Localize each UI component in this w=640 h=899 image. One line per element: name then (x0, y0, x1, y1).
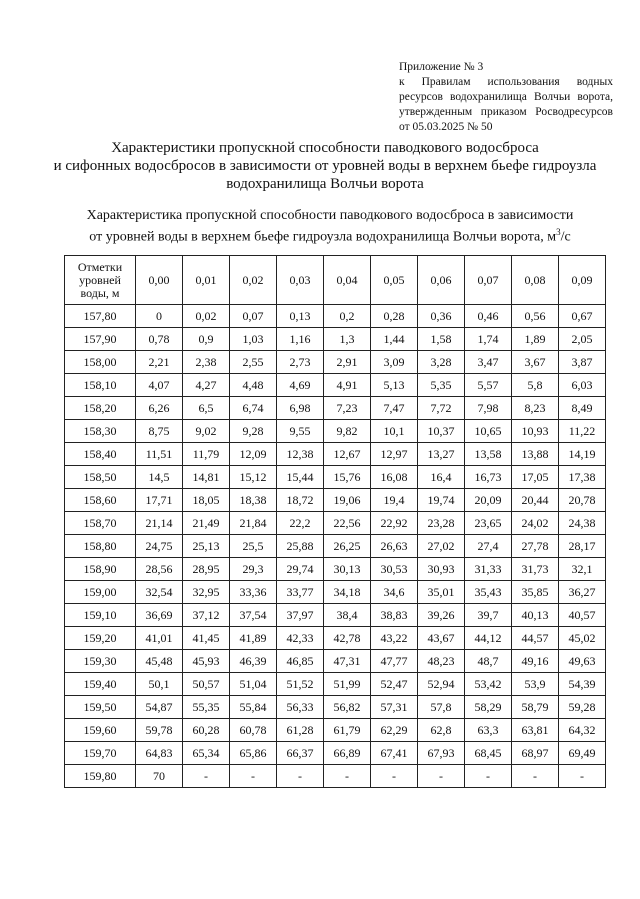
table-row (65, 765, 606, 788)
discharge-cell: 20,78 (559, 489, 606, 512)
discharge-cell: 23,28 (418, 512, 465, 535)
discharge-cell: 26,63 (371, 535, 418, 558)
level-cell: 158,00 (65, 351, 136, 374)
title-line-1: Характеристики пропускной способности паводкового водосброса (111, 140, 539, 156)
discharge-cell: 2,55 (230, 351, 277, 374)
discharge-cell: 46,85 (277, 650, 324, 673)
table-row (65, 604, 606, 627)
discharge-cell: 54,87 (136, 696, 183, 719)
column-header: 0,04 (324, 256, 371, 305)
discharge-cell: 41,01 (136, 627, 183, 650)
discharge-cell: 1,44 (371, 328, 418, 351)
discharge-cell: 1,16 (277, 328, 324, 351)
discharge-cell: 34,18 (324, 581, 371, 604)
level-cell: 158,50 (65, 466, 136, 489)
discharge-cell: 4,69 (277, 374, 324, 397)
header-level-label (65, 256, 136, 305)
discharge-cell: 1,58 (418, 328, 465, 351)
level-cell: 158,80 (65, 535, 136, 558)
discharge-cell: 67,41 (371, 742, 418, 765)
level-cell: 159,60 (65, 719, 136, 742)
discharge-cell: 36,27 (559, 581, 606, 604)
table-row (65, 351, 606, 374)
discharge-cell: 35,85 (512, 581, 559, 604)
discharge-cell: 0,02 (183, 305, 230, 328)
discharge-cell: 14,19 (559, 443, 606, 466)
discharge-cell: 47,31 (324, 650, 371, 673)
discharge-cell: 40,13 (512, 604, 559, 627)
discharge-cell: 0,46 (465, 305, 512, 328)
discharge-cell: 10,93 (512, 420, 559, 443)
discharge-cell: 18,05 (183, 489, 230, 512)
discharge-cell: 38,83 (371, 604, 418, 627)
discharge-cell: 41,89 (230, 627, 277, 650)
discharge-cell: 65,34 (183, 742, 230, 765)
level-cell: 158,30 (65, 420, 136, 443)
discharge-cell: 15,44 (277, 466, 324, 489)
table-row (65, 443, 606, 466)
discharge-cell: 8,49 (559, 397, 606, 420)
discharge-cell: 47,77 (371, 650, 418, 673)
discharge-cell: 18,72 (277, 489, 324, 512)
discharge-cell: 13,58 (465, 443, 512, 466)
annex-line-2: к Правилам использования водных (399, 76, 613, 88)
discharge-cell: - (465, 765, 512, 788)
column-header: 0,09 (559, 256, 606, 305)
discharge-cell: 62,8 (418, 719, 465, 742)
discharge-cell: 7,98 (465, 397, 512, 420)
discharge-cell: 62,29 (371, 719, 418, 742)
column-header: 0,05 (371, 256, 418, 305)
discharge-cell: 4,91 (324, 374, 371, 397)
discharge-cell: 40,57 (559, 604, 606, 627)
discharge-cell: 48,7 (465, 650, 512, 673)
discharge-cell: - (324, 765, 371, 788)
table-row (65, 650, 606, 673)
discharge-cell: 19,74 (418, 489, 465, 512)
discharge-cell: 45,93 (183, 650, 230, 673)
discharge-cell: 27,02 (418, 535, 465, 558)
discharge-cell: 29,74 (277, 558, 324, 581)
level-cell: 158,20 (65, 397, 136, 420)
table-row (65, 581, 606, 604)
table-body (65, 305, 606, 788)
discharge-cell: 36,69 (136, 604, 183, 627)
discharge-cell: 43,22 (371, 627, 418, 650)
discharge-cell: 64,32 (559, 719, 606, 742)
discharge-cell: 66,37 (277, 742, 324, 765)
table-row (65, 489, 606, 512)
discharge-cell: 11,51 (136, 443, 183, 466)
discharge-cell: 29,3 (230, 558, 277, 581)
discharge-cell: 9,28 (230, 420, 277, 443)
discharge-cell: 1,74 (465, 328, 512, 351)
discharge-cell: 39,26 (418, 604, 465, 627)
discharge-cell: 24,02 (512, 512, 559, 535)
discharge-cell: 22,56 (324, 512, 371, 535)
discharge-cell: 44,57 (512, 627, 559, 650)
annex-line-3: ресурсов водохранилища Волчьи ворота, (399, 91, 613, 103)
discharge-cell: 52,94 (418, 673, 465, 696)
discharge-cell: 32,95 (183, 581, 230, 604)
annex-line-4: утвержденным приказом Росводресурсов (399, 106, 613, 118)
discharge-cell: 7,23 (324, 397, 371, 420)
discharge-cell: 46,39 (230, 650, 277, 673)
discharge-cell: 51,04 (230, 673, 277, 696)
discharge-cell: 3,87 (559, 351, 606, 374)
table-row (65, 627, 606, 650)
annex-line-1: Приложение № 3 (399, 61, 484, 73)
discharge-cell: 31,73 (512, 558, 559, 581)
discharge-cell: 25,5 (230, 535, 277, 558)
discharge-cell: 11,22 (559, 420, 606, 443)
discharge-cell: 28,56 (136, 558, 183, 581)
discharge-cell: 45,02 (559, 627, 606, 650)
discharge-cell: 30,53 (371, 558, 418, 581)
discharge-cell: - (512, 765, 559, 788)
discharge-cell: 53,9 (512, 673, 559, 696)
discharge-cell: 6,74 (230, 397, 277, 420)
column-header: 0,06 (418, 256, 465, 305)
table-row (65, 305, 606, 328)
level-cell: 158,10 (65, 374, 136, 397)
discharge-cell: 51,99 (324, 673, 371, 696)
discharge-cell: 49,16 (512, 650, 559, 673)
discharge-cell: 51,52 (277, 673, 324, 696)
discharge-cell: 28,17 (559, 535, 606, 558)
discharge-cell: 55,35 (183, 696, 230, 719)
table-row (65, 328, 606, 351)
discharge-cell: 14,5 (136, 466, 183, 489)
table-header-row (65, 256, 606, 305)
discharge-cell: 37,12 (183, 604, 230, 627)
annex-block (399, 60, 613, 135)
table-row (65, 512, 606, 535)
discharge-cell: 13,88 (512, 443, 559, 466)
discharge-cell: 38,4 (324, 604, 371, 627)
discharge-cell: 43,67 (418, 627, 465, 650)
discharge-cell: 59,28 (559, 696, 606, 719)
level-cell: 159,00 (65, 581, 136, 604)
discharge-cell: 56,33 (277, 696, 324, 719)
discharge-cell: - (371, 765, 418, 788)
discharge-cell: 57,31 (371, 696, 418, 719)
discharge-cell: 26,25 (324, 535, 371, 558)
discharge-cell: 6,98 (277, 397, 324, 420)
header-label-line-2: уровней (79, 272, 121, 287)
discharge-cell: 42,78 (324, 627, 371, 650)
discharge-cell: 6,26 (136, 397, 183, 420)
discharge-cell: 13,27 (418, 443, 465, 466)
discharge-cell: 1,89 (512, 328, 559, 351)
title-line-2: и сифонных водосбросов в зависимости от уровней воды в верхнем бьефе гидроузла (53, 158, 597, 174)
discharge-cell: 54,39 (559, 673, 606, 696)
discharge-cell: 39,7 (465, 604, 512, 627)
discharge-cell: 58,79 (512, 696, 559, 719)
discharge-cell: 15,12 (230, 466, 277, 489)
table-row (65, 742, 606, 765)
discharge-cell: 23,65 (465, 512, 512, 535)
discharge-cell: 20,09 (465, 489, 512, 512)
discharge-cell: 32,1 (559, 558, 606, 581)
discharge-cell: 35,43 (465, 581, 512, 604)
discharge-cell: 30,13 (324, 558, 371, 581)
discharge-cell: 27,4 (465, 535, 512, 558)
caption-unit-tail: /с (560, 229, 571, 245)
discharge-cell: 1,3 (324, 328, 371, 351)
level-cell: 159,10 (65, 604, 136, 627)
discharge-cell: 0,13 (277, 305, 324, 328)
discharge-table (64, 255, 606, 788)
discharge-cell: 16,08 (371, 466, 418, 489)
discharge-cell: 61,79 (324, 719, 371, 742)
level-cell: 159,20 (65, 627, 136, 650)
table-row (65, 374, 606, 397)
discharge-cell: 3,47 (465, 351, 512, 374)
discharge-cell: 11,79 (183, 443, 230, 466)
caption-line-1: Характеристика пропускной способности паводкового водосброса в зависимости (86, 208, 574, 223)
discharge-cell: 15,76 (324, 466, 371, 489)
discharge-cell: 50,57 (183, 673, 230, 696)
discharge-cell: 68,97 (512, 742, 559, 765)
discharge-cell: 63,3 (465, 719, 512, 742)
level-cell: 159,30 (65, 650, 136, 673)
discharge-cell: 2,05 (559, 328, 606, 351)
discharge-cell: 21,14 (136, 512, 183, 535)
discharge-cell: 49,63 (559, 650, 606, 673)
level-cell: 159,70 (65, 742, 136, 765)
column-header: 0,08 (512, 256, 559, 305)
level-cell: 159,50 (65, 696, 136, 719)
discharge-cell: 33,77 (277, 581, 324, 604)
discharge-cell: 45,48 (136, 650, 183, 673)
document-title (40, 139, 610, 193)
discharge-cell: 9,55 (277, 420, 324, 443)
discharge-cell: 7,47 (371, 397, 418, 420)
table-row (65, 420, 606, 443)
discharge-cell: 5,35 (418, 374, 465, 397)
discharge-cell: 0,78 (136, 328, 183, 351)
discharge-cell: 16,73 (465, 466, 512, 489)
discharge-cell: 30,93 (418, 558, 465, 581)
discharge-cell: 12,67 (324, 443, 371, 466)
header-label-line-1: Отметки (77, 259, 123, 274)
discharge-cell: 68,45 (465, 742, 512, 765)
discharge-cell: 41,45 (183, 627, 230, 650)
table-row (65, 535, 606, 558)
discharge-cell: 4,48 (230, 374, 277, 397)
table-row (65, 466, 606, 489)
level-cell: 159,80 (65, 765, 136, 788)
discharge-cell: 7,72 (418, 397, 465, 420)
discharge-cell: 2,38 (183, 351, 230, 374)
discharge-cell: 21,49 (183, 512, 230, 535)
discharge-cell: 8,23 (512, 397, 559, 420)
table-caption (60, 207, 600, 246)
level-cell: 158,40 (65, 443, 136, 466)
discharge-cell: 0,2 (324, 305, 371, 328)
discharge-cell: 0,67 (559, 305, 606, 328)
caption-unit-sup: 3 (556, 227, 561, 237)
discharge-cell: 20,44 (512, 489, 559, 512)
discharge-cell: 24,38 (559, 512, 606, 535)
discharge-cell: 10,37 (418, 420, 465, 443)
discharge-cell: 61,28 (277, 719, 324, 742)
discharge-cell: - (559, 765, 606, 788)
discharge-cell: 14,81 (183, 466, 230, 489)
discharge-cell: 22,92 (371, 512, 418, 535)
discharge-cell: 25,88 (277, 535, 324, 558)
discharge-cell: 63,81 (512, 719, 559, 742)
discharge-cell: - (418, 765, 465, 788)
column-header: 0,00 (136, 256, 183, 305)
discharge-cell: 0,07 (230, 305, 277, 328)
discharge-cell: 37,54 (230, 604, 277, 627)
discharge-cell: 32,54 (136, 581, 183, 604)
discharge-cell: 44,12 (465, 627, 512, 650)
discharge-cell: 64,83 (136, 742, 183, 765)
discharge-cell: 48,23 (418, 650, 465, 673)
discharge-cell: 10,1 (371, 420, 418, 443)
discharge-cell: 52,47 (371, 673, 418, 696)
discharge-cell: 50,1 (136, 673, 183, 696)
discharge-cell: 3,09 (371, 351, 418, 374)
discharge-cell: 42,33 (277, 627, 324, 650)
discharge-cell: 5,8 (512, 374, 559, 397)
discharge-cell: 9,02 (183, 420, 230, 443)
discharge-cell: 17,71 (136, 489, 183, 512)
discharge-cell: - (183, 765, 230, 788)
discharge-cell: 2,21 (136, 351, 183, 374)
discharge-cell: 19,06 (324, 489, 371, 512)
table-row (65, 558, 606, 581)
discharge-cell: 4,07 (136, 374, 183, 397)
discharge-cell: 22,2 (277, 512, 324, 535)
discharge-cell: 33,36 (230, 581, 277, 604)
discharge-cell: - (230, 765, 277, 788)
discharge-cell: 6,5 (183, 397, 230, 420)
discharge-cell: 5,13 (371, 374, 418, 397)
discharge-cell: 57,8 (418, 696, 465, 719)
level-cell: 159,40 (65, 673, 136, 696)
discharge-cell: 18,38 (230, 489, 277, 512)
column-header: 0,01 (183, 256, 230, 305)
discharge-cell: 66,89 (324, 742, 371, 765)
discharge-cell: 55,84 (230, 696, 277, 719)
discharge-cell: 58,29 (465, 696, 512, 719)
discharge-cell: 17,38 (559, 466, 606, 489)
discharge-cell: 60,78 (230, 719, 277, 742)
level-cell: 158,70 (65, 512, 136, 535)
title-line-3: водохранилища Волчьи ворота (226, 176, 424, 192)
discharge-cell: 12,97 (371, 443, 418, 466)
column-header: 0,07 (465, 256, 512, 305)
discharge-cell: 27,78 (512, 535, 559, 558)
header-label-line-3: воды, м (80, 285, 120, 300)
discharge-cell: 12,38 (277, 443, 324, 466)
discharge-cell: 0 (136, 305, 183, 328)
discharge-cell: 31,33 (465, 558, 512, 581)
level-cell: 157,80 (65, 305, 136, 328)
discharge-cell: 6,03 (559, 374, 606, 397)
annex-line-5: от 05.03.2025 № 50 (399, 121, 493, 133)
discharge-cell: 24,75 (136, 535, 183, 558)
discharge-cell: 0,9 (183, 328, 230, 351)
discharge-cell: 25,13 (183, 535, 230, 558)
discharge-cell: 69,49 (559, 742, 606, 765)
caption-line-2 (60, 224, 600, 246)
table-row (65, 397, 606, 420)
table-row (65, 673, 606, 696)
column-header: 0,02 (230, 256, 277, 305)
discharge-cell: 21,84 (230, 512, 277, 535)
discharge-cell: 0,28 (371, 305, 418, 328)
discharge-cell: 60,28 (183, 719, 230, 742)
discharge-cell: 34,6 (371, 581, 418, 604)
discharge-cell: 56,82 (324, 696, 371, 719)
discharge-table-wrap (64, 255, 606, 788)
discharge-cell: 5,57 (465, 374, 512, 397)
discharge-cell: 8,75 (136, 420, 183, 443)
discharge-cell: 67,93 (418, 742, 465, 765)
discharge-cell: - (277, 765, 324, 788)
discharge-cell: 0,56 (512, 305, 559, 328)
discharge-cell: 53,42 (465, 673, 512, 696)
discharge-cell: 4,27 (183, 374, 230, 397)
discharge-cell: 10,65 (465, 420, 512, 443)
column-header: 0,03 (277, 256, 324, 305)
discharge-cell: 3,67 (512, 351, 559, 374)
level-cell: 157,90 (65, 328, 136, 351)
level-cell: 158,90 (65, 558, 136, 581)
discharge-cell: 19,4 (371, 489, 418, 512)
caption-line-2-text: от уровней воды в верхнем бьефе гидроузла водохранилища Волчьи ворота, м (89, 229, 557, 245)
discharge-cell: 37,97 (277, 604, 324, 627)
discharge-cell: 59,78 (136, 719, 183, 742)
discharge-cell: 1,03 (230, 328, 277, 351)
discharge-cell: 16,4 (418, 466, 465, 489)
discharge-cell: 0,36 (418, 305, 465, 328)
discharge-cell: 12,09 (230, 443, 277, 466)
discharge-cell: 3,28 (418, 351, 465, 374)
discharge-cell: 35,01 (418, 581, 465, 604)
discharge-cell: 2,91 (324, 351, 371, 374)
discharge-cell: 2,73 (277, 351, 324, 374)
discharge-cell: 70 (136, 765, 183, 788)
discharge-cell: 17,05 (512, 466, 559, 489)
table-row (65, 696, 606, 719)
discharge-cell: 28,95 (183, 558, 230, 581)
table-row (65, 719, 606, 742)
discharge-cell: 65,86 (230, 742, 277, 765)
discharge-cell: 9,82 (324, 420, 371, 443)
level-cell: 158,60 (65, 489, 136, 512)
